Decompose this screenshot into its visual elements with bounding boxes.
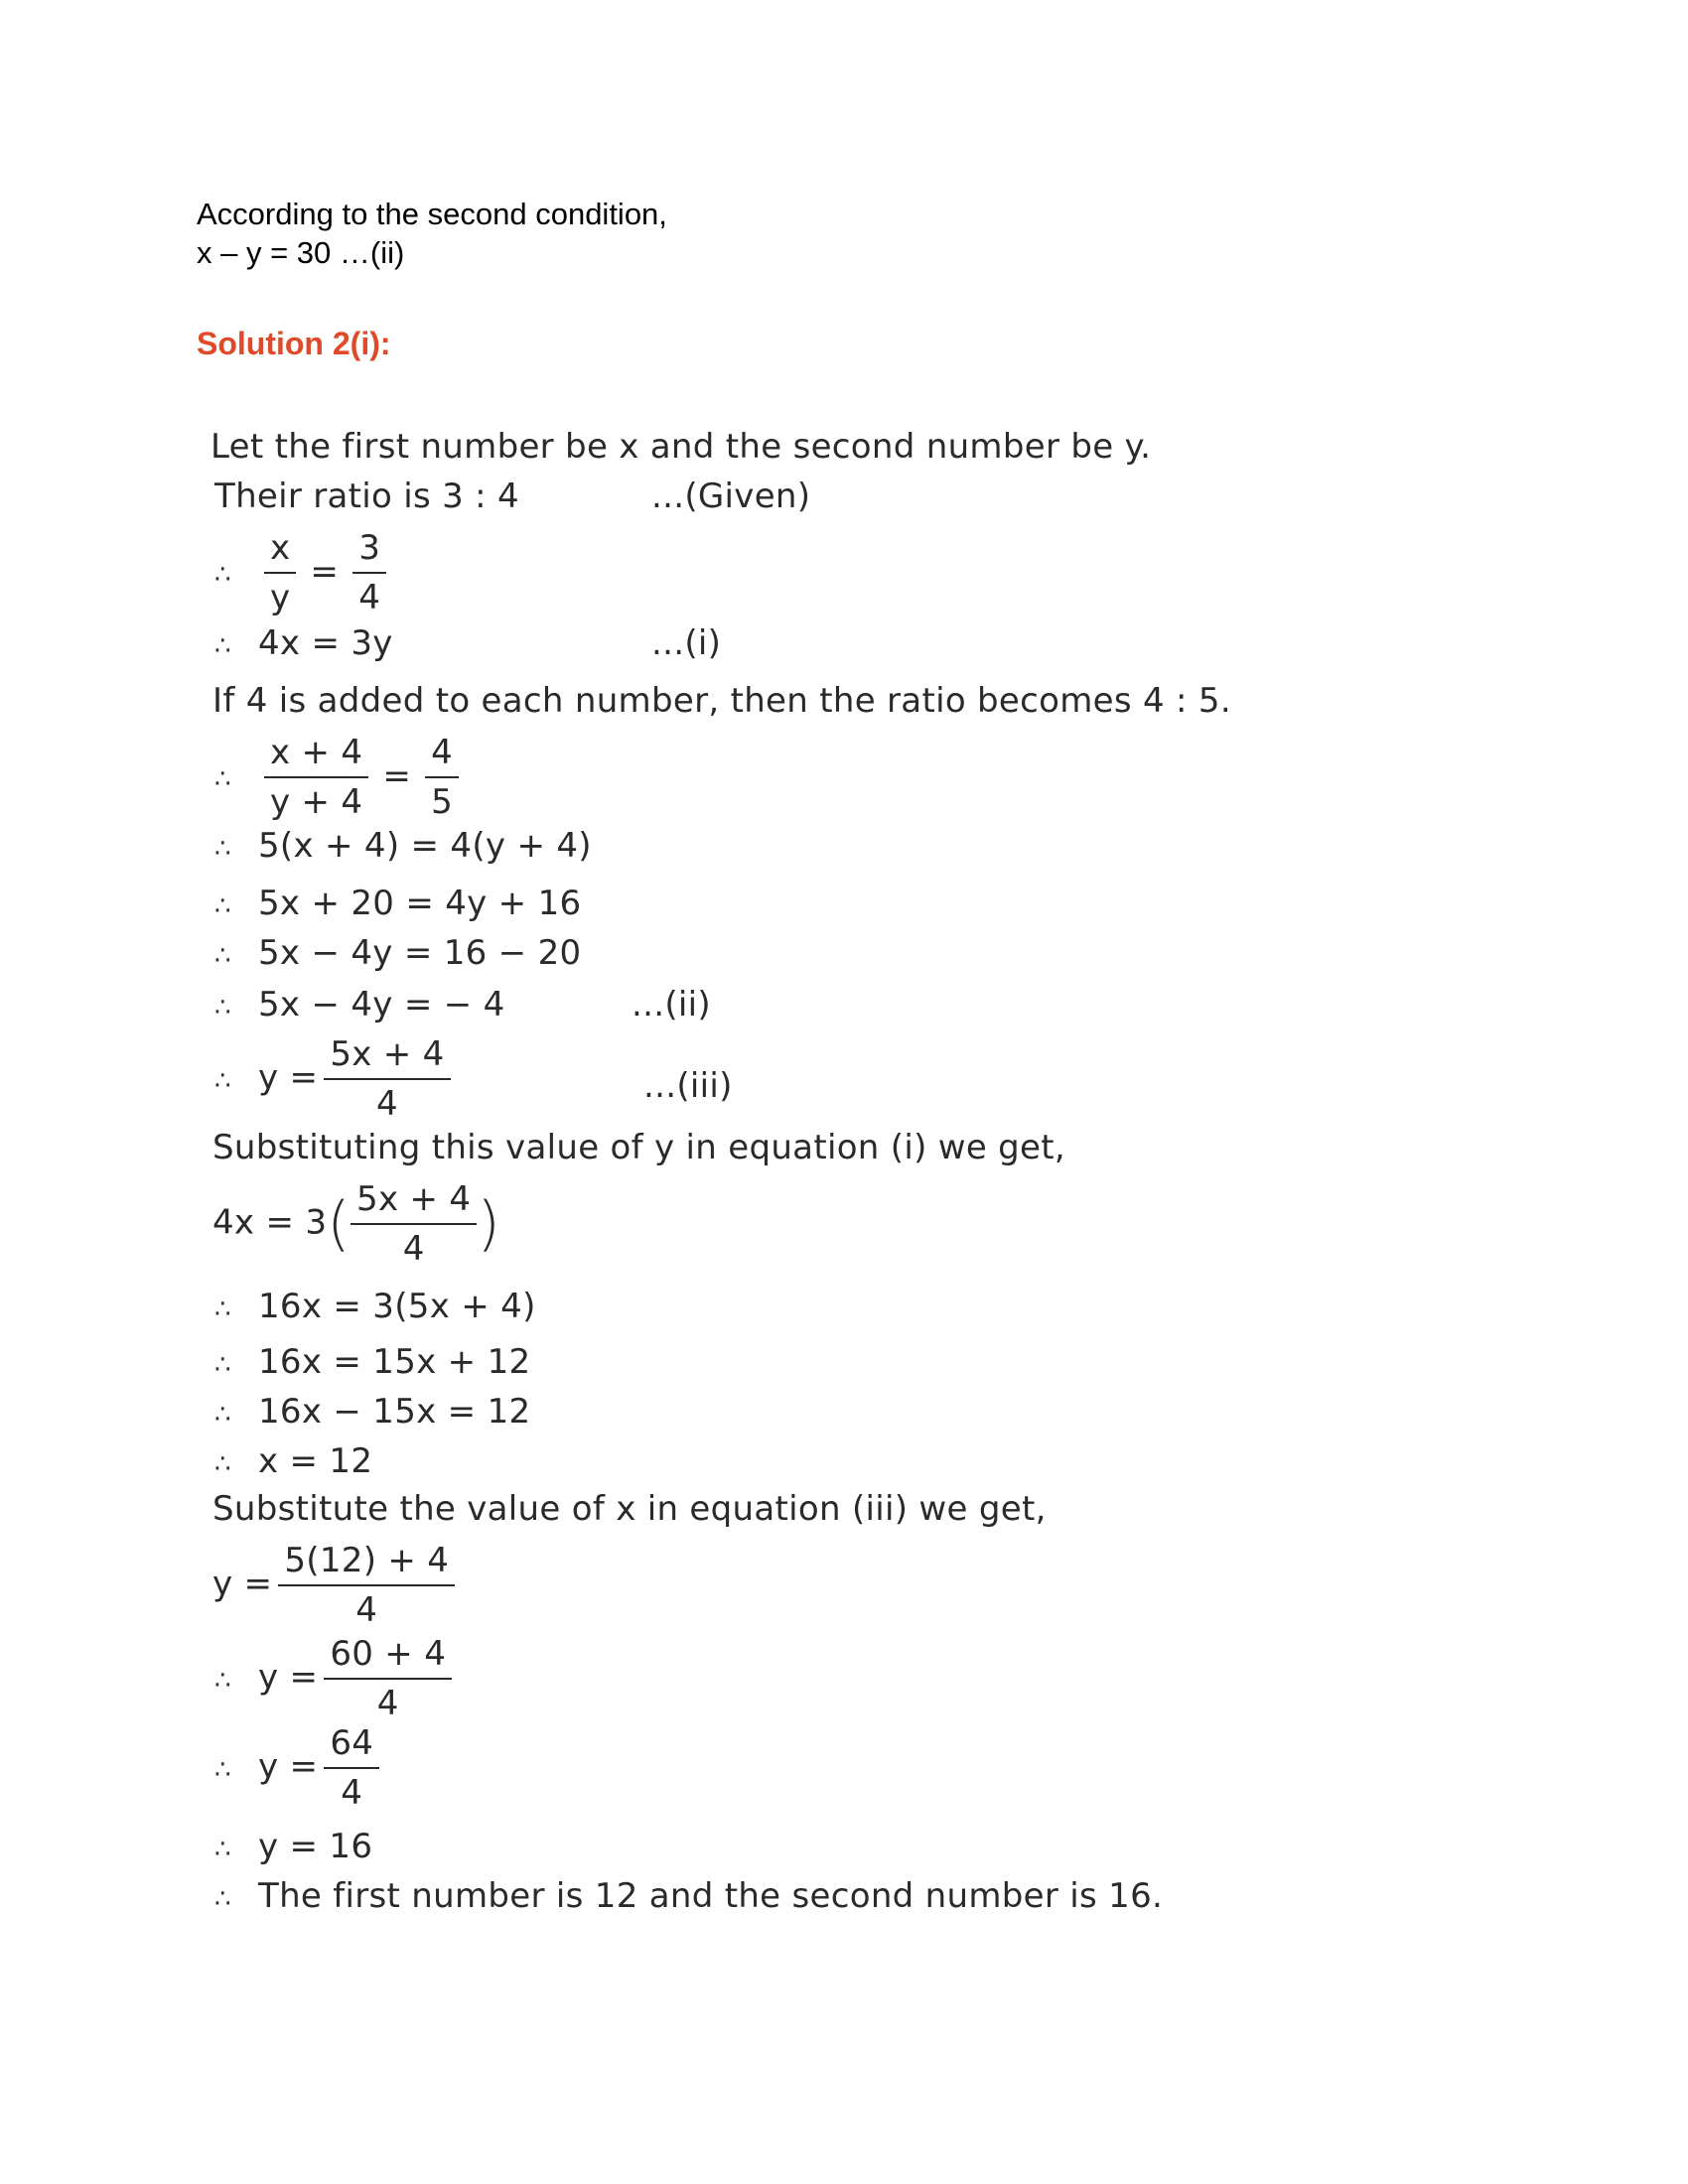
solution-line-17: ∴ x = 12 — [214, 1441, 373, 1481]
ratio-text: Their ratio is 3 : 4 — [214, 477, 519, 516]
equation-tag: ...(i) — [651, 623, 722, 663]
solution-line-conclusion: ∴ The first number is 12 and the second number is 16. — [214, 1876, 1164, 1916]
solution-heading: Solution 2(i): — [197, 326, 391, 361]
solution-line-19: y = $\frac{5(12) + 4}{4}$ — [212, 1539, 461, 1632]
solution-line-7: ∴ 5(x + 4) = 4(y + 4) — [214, 826, 592, 866]
intro-line-2: x – y = 30 …(ii) — [197, 235, 405, 270]
fraction: $\frac{5x + 4}{4}$ — [324, 1032, 450, 1126]
solution-line-20: ∴ y = $\frac{60 + 4}{4}$ — [214, 1632, 458, 1725]
solution-line-4x-3y: ∴ 4x = 3y ...(i) — [214, 623, 722, 663]
ratio-tag: ...(Given) — [651, 477, 811, 516]
solution-line-9: ∴ 5x − 4y = 16 − 20 — [214, 933, 582, 973]
therefore-symbol: ∴ — [214, 763, 231, 794]
equation-tag: ...(iii) — [643, 1066, 733, 1106]
solution-line-substituting: Substituting this value of y in equation (i) we get, — [212, 1128, 1066, 1167]
solution-line-13: 4x = 3( $\frac{5x + 4}{4}$ ) — [212, 1179, 501, 1269]
solution-line-fraction-2: ∴ $\frac{x + 4}{y + 4}$ = $\frac{4}{5}$ — [214, 731, 465, 824]
solution-line-16: ∴ 16x − 15x = 12 — [214, 1392, 531, 1432]
fraction: $\frac{x + 4}{y + 4}$ — [264, 731, 368, 824]
solution-line-15: ∴ 16x = 15x + 12 — [214, 1342, 531, 1382]
fraction: $\frac{5(12) + 4}{4}$ — [278, 1539, 455, 1632]
solution-line-fraction-1: ∴ $\frac{x}{y}$ = $\frac{3}{4}$ — [214, 526, 392, 619]
solution-line-ratio — [214, 477, 811, 516]
fraction: $\frac{x}{y}$ — [264, 526, 296, 619]
solution-line-14: ∴ 16x = 3(5x + 4) — [214, 1287, 536, 1326]
solution-line-10: ∴ 5x − 4y = − 4 ...(ii) — [214, 985, 711, 1024]
solution-line-substitute: Substitute the value of x in equation (iii) we get, — [212, 1489, 1047, 1529]
solution-line-8: ∴ 5x + 20 = 4y + 16 — [214, 884, 582, 923]
solution-line-added: If 4 is added to each number, then the ratio becomes 4 : 5. — [212, 681, 1231, 721]
solution-line-21: ∴ y = $\frac{64}{4}$ — [214, 1721, 385, 1815]
fraction: $\frac{4}{5}$ — [425, 731, 459, 824]
solution-line-let: Let the first number be x and the second number be y. — [211, 427, 1152, 467]
solution-line-11: ∴ y = $\frac{5x + 4}{4}$ ...(iii) — [214, 1034, 733, 1124]
therefore-symbol: ∴ — [214, 631, 231, 661]
therefore-symbol: ∴ — [214, 559, 231, 590]
fraction: $\frac{64}{4}$ — [324, 1721, 379, 1815]
solution-line-22: ∴ y = 16 — [214, 1827, 373, 1866]
fraction: $\frac{5x + 4}{4}$ — [351, 1177, 477, 1271]
intro-line-1: According to the second condition, — [197, 197, 667, 231]
fraction: $\frac{60 + 4}{4}$ — [324, 1632, 452, 1725]
fraction: $\frac{3}{4}$ — [352, 526, 386, 619]
equation-tag: ...(ii) — [632, 985, 711, 1024]
